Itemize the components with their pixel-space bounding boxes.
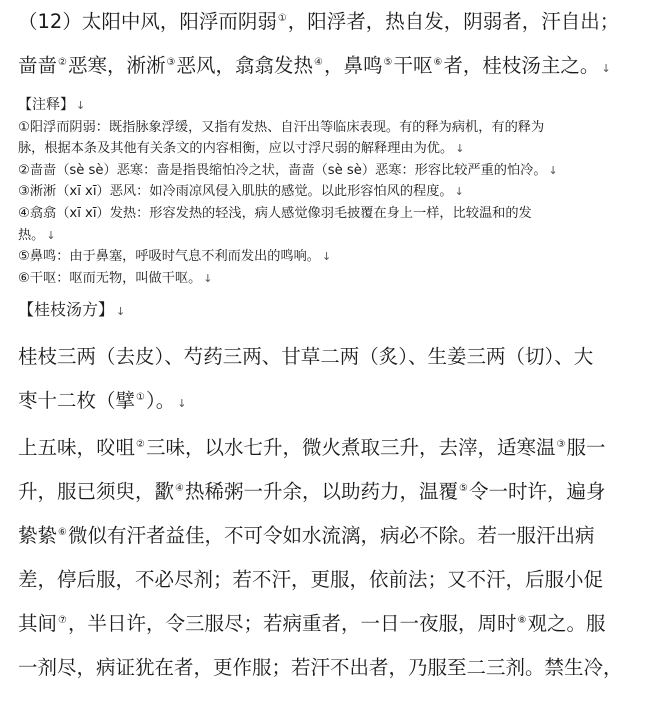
text-segment: 恶风，翕翕发热 [176,54,313,77]
text-segment: 其间 [18,612,58,636]
footnote-marker: ⑥ [433,56,443,68]
notes-title: 【注释】 ↓ [18,97,86,113]
method-line [18,514,652,558]
note-line: ②啬啬（sè sè）恶寒：啬是指畏缩怕冷之状，啬啬（sè sè）恶寒：形容比较严重的怕冷。 ↓ [18,162,558,178]
return-mark: ↓ [601,62,611,75]
text-segment: 一剂尽，病证犹在者，更作服；若汗不出者，乃服至二三剂。禁生冷， [18,656,623,680]
ingredient-line [18,335,652,379]
text-segment: 者，桂枝汤主之。 [443,54,600,77]
text-segment: ）。 [145,389,176,413]
note-line: 热。 ↓ [18,227,56,243]
note-line: 脉，根据本条及其他有关条文的内容相衡，应以寸浮尺弱的解释理由为优。 ↓ [18,141,465,157]
text-segment: 上五味，㕮咀 [18,436,136,460]
text-segment: 干呕 [393,54,433,77]
text-segment: 令一时许，遍身 [468,480,606,504]
method-line [18,646,652,690]
method-line [18,558,652,602]
text-segment: 差，停后服，不必尽剂；若不汗，更服，依前法；又不汗，后服小促 [18,568,604,592]
verse-line [18,0,652,44]
method-line [18,602,652,646]
text-segment: 微似有汗者益佳，不可令如水流漓，病必不除。若一服汗出病 [67,524,595,548]
footnote-marker: ① [136,391,145,403]
ingredient-line [18,379,652,426]
note-line: ①阳浮而阴弱：既指脉象浮缓，又指有发热、自汗出等临床表现。有的释为病机，有的释为 [18,119,545,135]
text-segment: 枣十二枚（擘 [18,389,136,413]
text-segment: （12）太阳中风，阳浮而阴弱 [18,10,277,33]
footnote-marker: ⑥ [58,526,67,538]
footnote-marker: ④ [313,56,323,68]
note-line: ⑥干呕：呕而无物，叫做干呕。 ↓ [18,270,213,286]
footnote-marker: ③ [166,56,176,68]
text-segment: 观之。服 [527,612,606,636]
footnote-marker: ⑤ [383,56,393,68]
note-line: ③淅淅（xī xī）恶风：如冷雨凉风侵入肌肤的感觉。以此形容怕风的程度。 ↓ [18,184,464,200]
text-segment: 三味，以水七升，微火煮取三升，去滓，适寒温 [145,436,556,460]
text-segment: 啬啬 [18,54,58,77]
text-segment: 热稀粥一升余，以助药力，温覆 [184,480,458,504]
text-segment: ，阳浮者，热自发，阴弱者，汗自出； [287,10,620,33]
annotation-notes [18,95,652,289]
verse-line [18,44,652,91]
note-line: ④翕翕（xī xī）发热：形容发热的轻浅，病人感觉像羽毛披覆在身上一样，比较温和的发 [18,205,532,221]
verse-12 [18,0,652,91]
text-segment: 服一 [566,436,606,460]
footnote-marker: ⑧ [517,614,527,626]
text-segment: ，鼻鸣 [323,54,383,77]
text-segment: 絷絷 [18,524,58,548]
text-segment: 升，服已须臾，歠 [18,480,175,504]
text-segment: 恶寒，淅淅 [67,54,166,77]
footnote-marker: ② [58,56,67,68]
formula-title: 【桂枝汤方】 ↓ [18,300,126,320]
text-segment: 桂枝三两（去皮）、芍药三两、甘草二两（炙）、生姜三两（切）、大 [18,345,594,369]
preparation-method [18,426,652,690]
method-line [18,470,652,514]
note-line: ⑤鼻鸣：由于鼻塞，呼吸时气息不利而发出的鸣响。 ↓ [18,249,332,265]
footnote-marker: ⑦ [58,614,67,626]
method-line [18,426,652,470]
ingredients [18,335,652,426]
text-segment: ，半日许，令三服尽；若病重者，一日一夜服，周时 [67,612,517,636]
footnote-marker: ⑤ [459,482,468,494]
footnote-marker: ③ [556,438,566,450]
footnote-marker: ② [136,438,145,450]
return-mark: ↓ [177,397,187,411]
footnote-marker: ④ [175,482,184,494]
footnote-marker: ① [277,12,287,24]
